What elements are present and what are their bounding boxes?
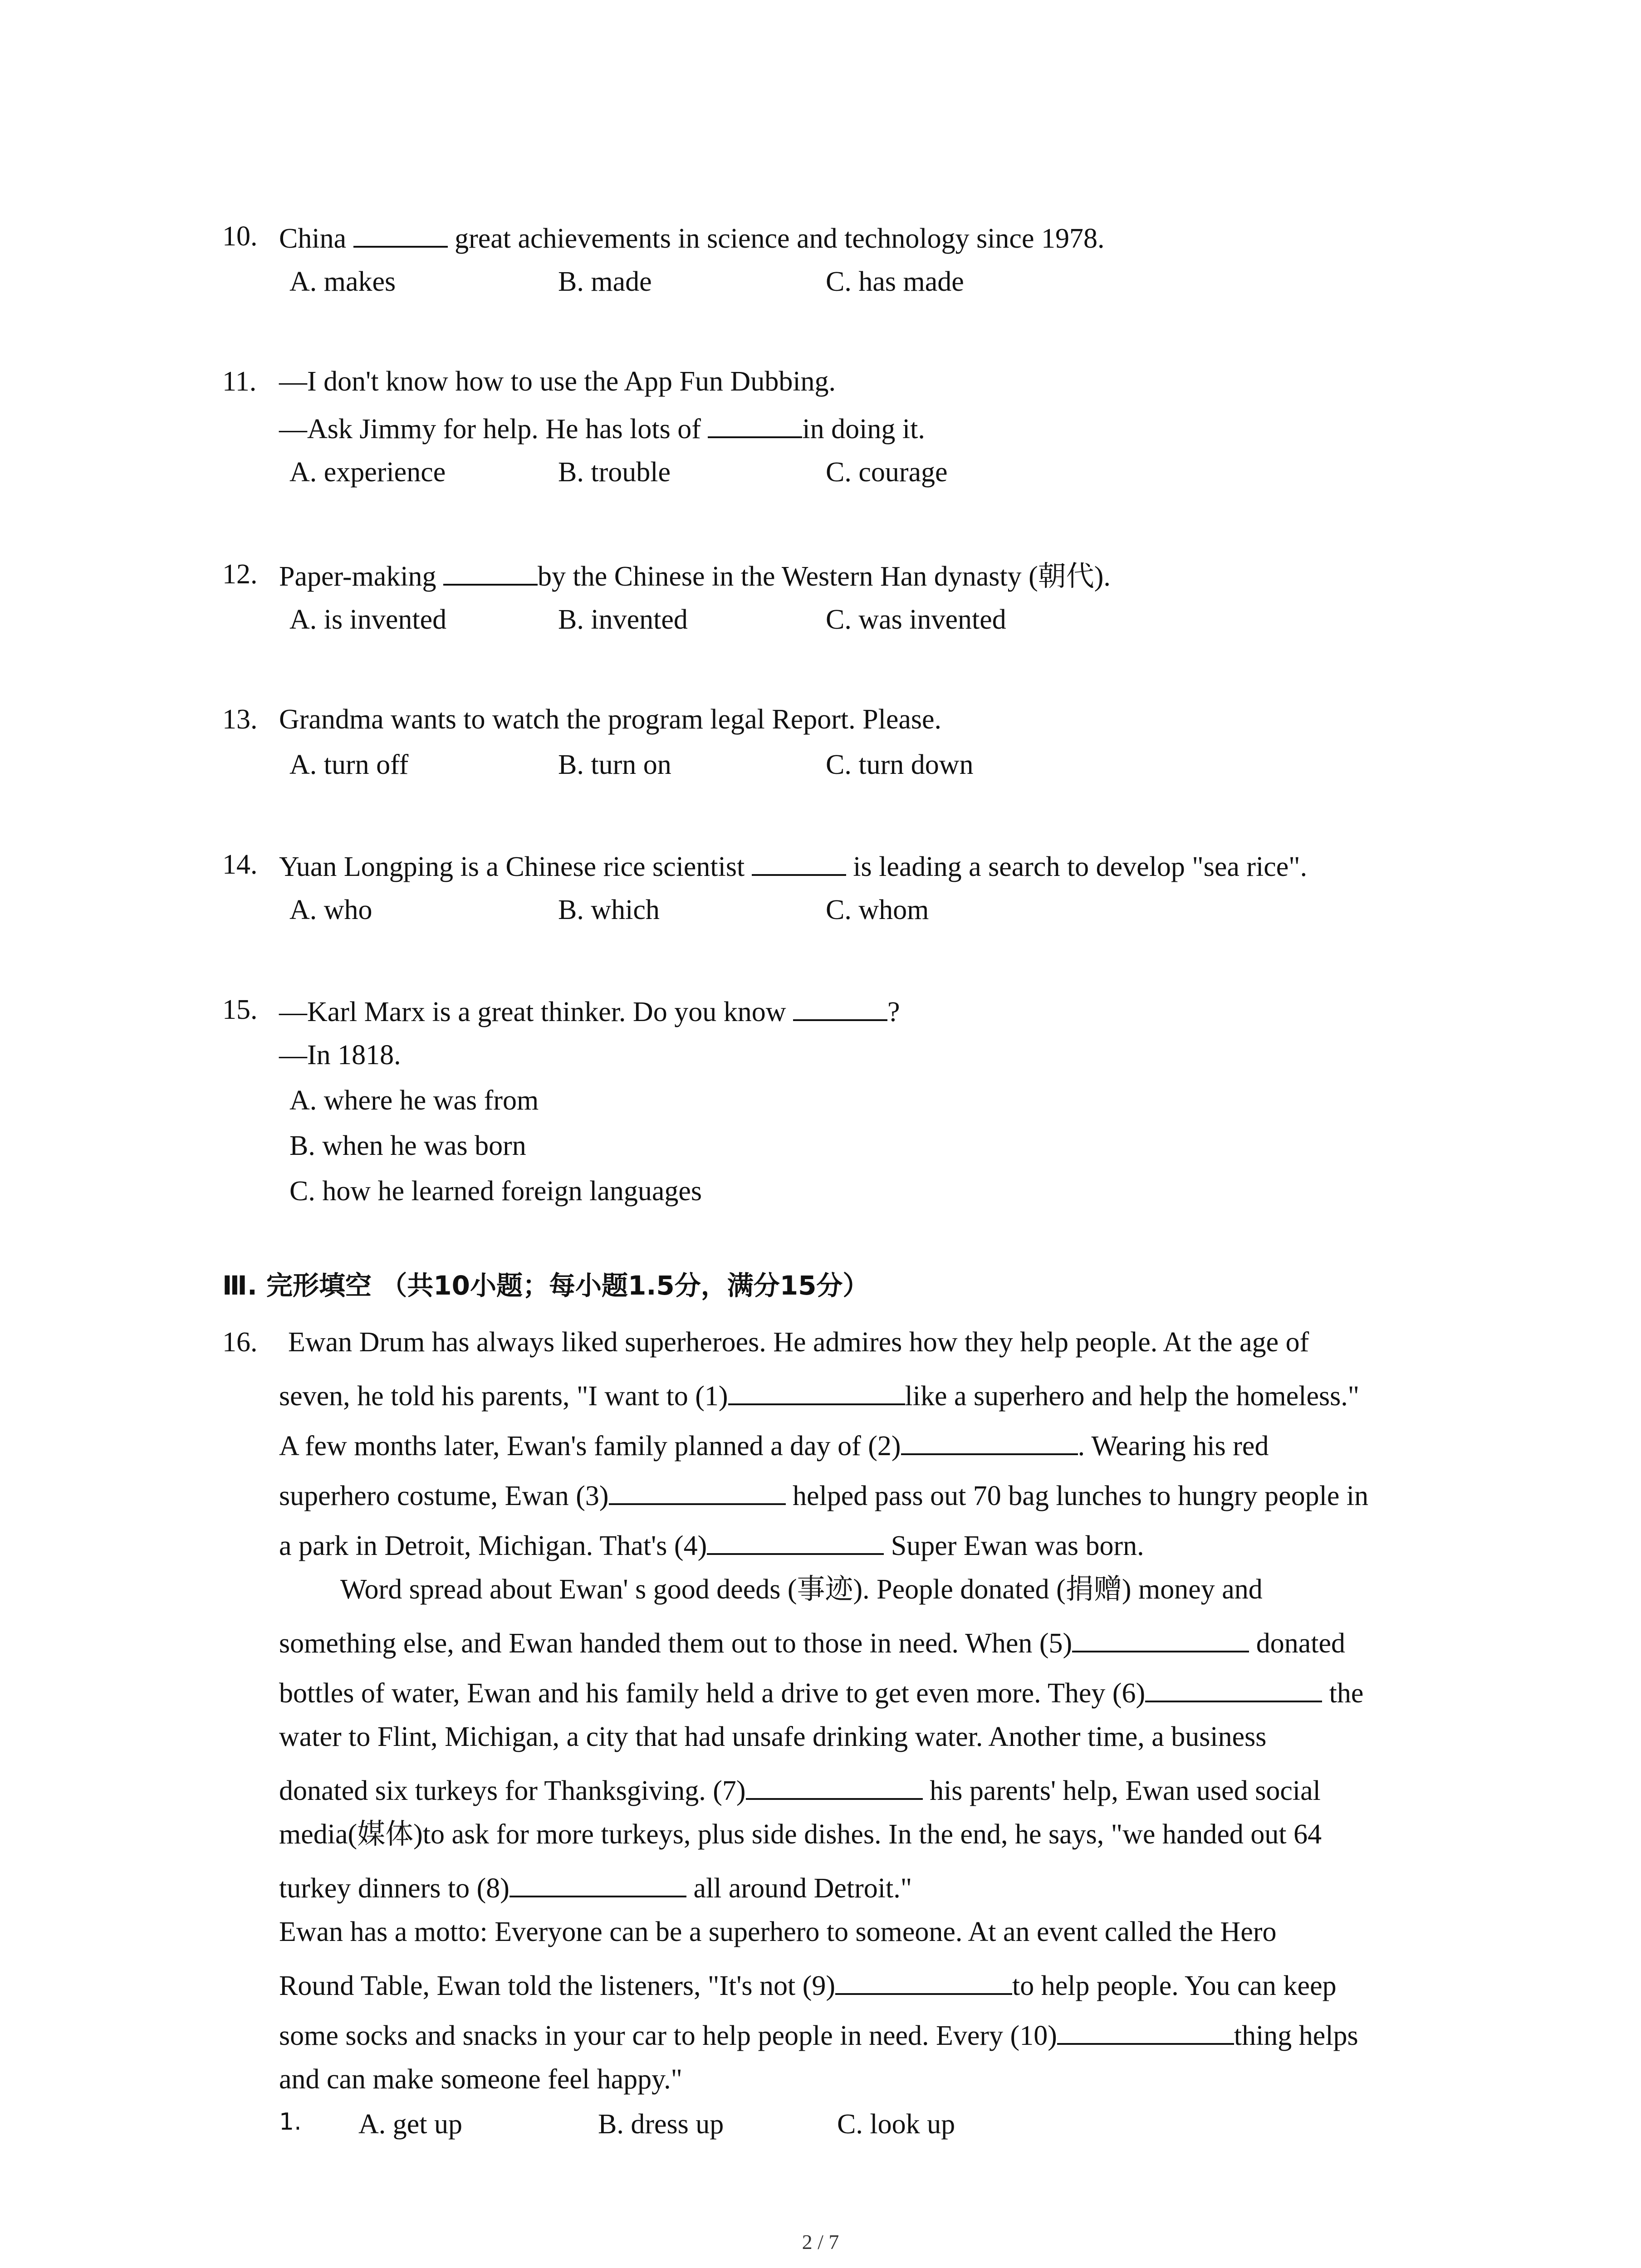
cloze-blank-7[interactable] bbox=[746, 1773, 923, 1800]
page-number: 2 / 7 bbox=[802, 2230, 839, 2253]
passage-line: water to Flint, Michigan, a city that had unsafe drinking water. Another time, a business bbox=[279, 1721, 1267, 1752]
answer-blank bbox=[708, 413, 802, 438]
question-number: 11. bbox=[222, 366, 257, 397]
question-number: 12. bbox=[222, 559, 258, 590]
question-number: 10. bbox=[222, 221, 258, 252]
passage-line: Ewan Drum has always liked superheroes. He admires how they help people. At the age of bbox=[288, 1327, 1309, 1358]
option-b[interactable]: B. trouble bbox=[558, 457, 671, 488]
cloze-blank-1[interactable] bbox=[728, 1378, 905, 1405]
passage-line: media(媒体)to ask for more turkeys, plus side dishes. In the end, he says, "we handed out 64 bbox=[279, 1819, 1322, 1850]
option-c[interactable]: C. courage bbox=[826, 457, 948, 488]
passage-line: superhero costume, Ewan (3) helped pass out 70 bag lunches to hungry people in bbox=[279, 1478, 1368, 1510]
cloze-blank-10[interactable] bbox=[1057, 2018, 1234, 2045]
option-b[interactable]: B. dress up bbox=[598, 2109, 724, 2140]
option-c[interactable]: C. how he learned foreign languages bbox=[289, 1176, 702, 1207]
passage-line: a park in Detroit, Michigan. That's (4) Super Ewan was born. bbox=[279, 1528, 1144, 1560]
passage-line: donated six turkeys for Thanksgiving. (7) his parents' help, Ewan used social bbox=[279, 1773, 1321, 1805]
question-stem: China great achievements in science and technology since 1978. bbox=[279, 223, 1105, 254]
option-b[interactable]: B. made bbox=[558, 266, 652, 297]
option-a[interactable]: A. turn off bbox=[289, 749, 409, 780]
cloze-blank-5[interactable] bbox=[1072, 1625, 1249, 1652]
option-c[interactable]: C. has made bbox=[826, 266, 964, 297]
option-c[interactable]: C. was invented bbox=[826, 604, 1006, 635]
question-stem: Paper-making by the Chinese in the Western Han dynasty (朝代). bbox=[279, 561, 1111, 592]
option-c[interactable]: C. whom bbox=[826, 894, 929, 925]
option-a[interactable]: A. experience bbox=[289, 457, 446, 488]
option-b[interactable]: B. invented bbox=[558, 604, 688, 635]
cloze-blank-4[interactable] bbox=[707, 1528, 884, 1555]
question-stem: —I don't know how to use the App Fun Dubbing. bbox=[279, 366, 836, 397]
passage-line: turkey dinners to (8) all around Detroit." bbox=[279, 1870, 912, 1902]
option-a[interactable]: A. get up bbox=[358, 2109, 463, 2140]
question-number: 14. bbox=[222, 849, 258, 880]
passage-line: and can make someone feel happy." bbox=[279, 2064, 682, 2095]
option-b[interactable]: B. when he was born bbox=[289, 1130, 526, 1161]
passage-line: bottles of water, Ewan and his family held a drive to get even more. They (6) the bbox=[279, 1675, 1363, 1707]
option-c[interactable]: C. turn down bbox=[826, 749, 974, 780]
section-title: Ⅲ. 完形填空 （共10小题；每小题1.5分，满分15分） bbox=[222, 1270, 869, 1301]
passage-line: seven, he told his parents, "I want to (1) like a superhero and help the homeless." bbox=[279, 1378, 1359, 1410]
option-a[interactable]: A. makes bbox=[289, 266, 396, 297]
question-stem: Yuan Longping is a Chinese rice scientist is leading a search to develop "sea rice". bbox=[279, 851, 1308, 882]
question-number: 16. bbox=[222, 1327, 258, 1358]
passage-line: Round Table, Ewan told the listeners, "It's not (9) to help people. You can keep bbox=[279, 1968, 1337, 2000]
passage-line: Word spread about Ewan' s good deeds (事迹). People donated (捐赠) money and bbox=[340, 1574, 1263, 1605]
option-b[interactable]: B. turn on bbox=[558, 749, 671, 780]
question-number: 15. bbox=[222, 994, 258, 1025]
answer-blank bbox=[353, 222, 448, 248]
cloze-blank-6[interactable] bbox=[1145, 1675, 1322, 1702]
cloze-blank-8[interactable] bbox=[509, 1870, 686, 1897]
sub-question-number: 1. bbox=[279, 2108, 302, 2136]
question-number: 13. bbox=[222, 704, 258, 735]
question-stem: Grandma wants to watch the program legal Report. Please. bbox=[279, 704, 941, 735]
option-a[interactable]: A. where he was from bbox=[289, 1085, 539, 1116]
option-a[interactable]: A. who bbox=[289, 894, 372, 925]
question-stem-line-2: —Ask Jimmy for help. He has lots of in doing it. bbox=[279, 414, 925, 445]
answer-blank bbox=[793, 996, 887, 1021]
answer-blank bbox=[443, 560, 538, 586]
answer-blank bbox=[752, 850, 846, 876]
cloze-blank-3[interactable] bbox=[609, 1478, 786, 1505]
option-c[interactable]: C. look up bbox=[837, 2109, 955, 2140]
option-b[interactable]: B. which bbox=[558, 894, 660, 925]
cloze-blank-9[interactable] bbox=[835, 1968, 1012, 1995]
question-stem-line-2: —In 1818. bbox=[279, 1040, 401, 1070]
passage-line: Ewan has a motto: Everyone can be a superhero to someone. At an event called the Hero bbox=[279, 1916, 1277, 1947]
passage-line: something else, and Ewan handed them out to those in need. When (5) donated bbox=[279, 1625, 1345, 1657]
cloze-blank-2[interactable] bbox=[901, 1428, 1078, 1455]
option-a[interactable]: A. is invented bbox=[289, 604, 447, 635]
question-stem: —Karl Marx is a great thinker. Do you know ? bbox=[279, 997, 900, 1027]
passage-line: A few months later, Ewan's family planned a day of (2) . Wearing his red bbox=[279, 1428, 1269, 1460]
passage-line: some socks and snacks in your car to help people in need. Every (10) thing helps bbox=[279, 2018, 1358, 2050]
